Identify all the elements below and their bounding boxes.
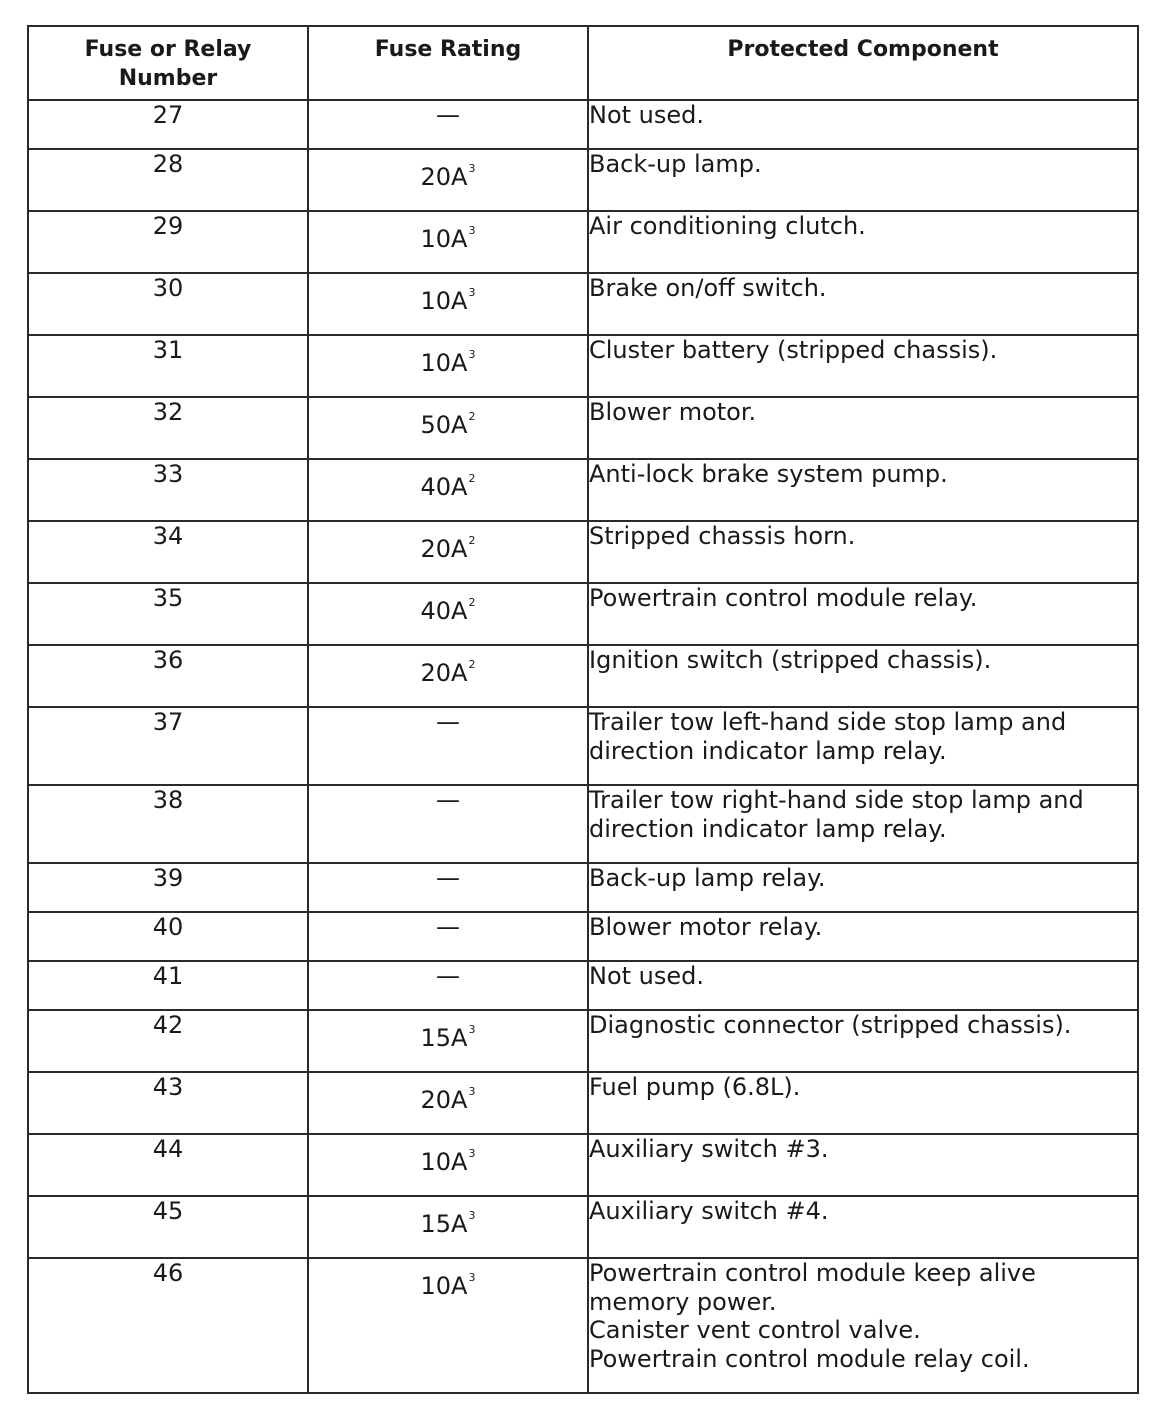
- table-row: [28, 149, 1138, 211]
- fuse-number-cell: 28: [28, 149, 308, 211]
- fuse-rating-text: 20A: [420, 535, 468, 563]
- fuse-rating-value: [421, 287, 476, 316]
- component-text-line: Diagnostic connector (stripped chassis).: [589, 1011, 1072, 1039]
- component-text-line: Fuel pump (6.8L).: [589, 1073, 801, 1101]
- fuse-number-cell: 37: [28, 707, 308, 785]
- table-row: [28, 1134, 1138, 1196]
- fuse-number-cell: 41: [28, 961, 308, 1010]
- component-text-line: Blower motor relay.: [589, 913, 823, 941]
- fuse-number-cell: 38: [28, 785, 308, 863]
- fuse-rating-text: 50A: [420, 411, 468, 439]
- protected-component-cell: [588, 961, 1138, 1010]
- component-text-line: Powertrain control module relay coil.: [589, 1344, 1030, 1373]
- fuse-rating-cell: [308, 912, 588, 961]
- protected-component-cell: [588, 1134, 1138, 1196]
- fuse-number-cell: 40: [28, 912, 308, 961]
- footnote-marker: 2: [468, 472, 476, 485]
- component-text-line: Cluster battery (stripped chassis).: [589, 336, 998, 364]
- fuse-rating-value: [421, 659, 476, 688]
- table-row: [28, 785, 1138, 863]
- fuse-rating-value: [421, 349, 476, 378]
- protected-component-cell: [588, 583, 1138, 645]
- component-text-line: Canister vent control valve.: [589, 1316, 921, 1344]
- fuse-rating-value: [436, 708, 460, 737]
- footnote-marker: 3: [468, 162, 476, 175]
- component-text-line: Powertrain control module relay.: [589, 584, 978, 612]
- fuse-rating-text: 15A: [420, 1210, 468, 1238]
- fuse-table: [27, 25, 1139, 1394]
- fuse-rating-cell: [308, 961, 588, 1010]
- fuse-rating-cell: [308, 149, 588, 211]
- footnote-marker: 3: [468, 1147, 476, 1160]
- fuse-number-cell: 42: [28, 1010, 308, 1072]
- fuse-rating-value: [436, 962, 460, 991]
- fuse-rating-value: [436, 913, 460, 942]
- table-row: [28, 459, 1138, 521]
- protected-component-cell: [588, 785, 1138, 863]
- table-header: [28, 26, 1138, 100]
- fuse-rating-value: [421, 225, 476, 254]
- fuse-number-cell: 33: [28, 459, 308, 521]
- protected-component-cell: [588, 100, 1138, 149]
- fuse-rating-value: [421, 535, 476, 564]
- fuse-rating-cell: [308, 521, 588, 583]
- table-row: [28, 863, 1138, 912]
- table-row: [28, 335, 1138, 397]
- fuse-number-cell: 34: [28, 521, 308, 583]
- table-row: [28, 521, 1138, 583]
- component-text-line: Back-up lamp.: [589, 150, 762, 178]
- fuse-rating-text: 10A: [420, 287, 468, 315]
- component-text-line: Trailer tow left-hand side stop lamp and: [589, 708, 1067, 736]
- fuse-rating-value: [421, 473, 476, 502]
- footnote-marker: 3: [468, 1023, 476, 1036]
- table-row: [28, 1258, 1138, 1393]
- fuse-rating-cell: [308, 1196, 588, 1258]
- component-text-line: Back-up lamp relay.: [589, 864, 826, 892]
- table-row: [28, 645, 1138, 707]
- component-text-line: Not used.: [589, 962, 705, 990]
- table-row: [28, 100, 1138, 149]
- footnote-marker: 3: [468, 348, 476, 361]
- fuse-rating-text: —: [436, 864, 460, 892]
- fuse-rating-cell: [308, 863, 588, 912]
- protected-component-cell: [588, 1196, 1138, 1258]
- component-text-line: Ignition switch (stripped chassis).: [589, 646, 992, 674]
- component-text-line: Trailer tow right-hand side stop lamp and: [589, 786, 1084, 814]
- protected-component-cell: [588, 521, 1138, 583]
- fuse-rating-text: 20A: [420, 163, 468, 191]
- fuse-rating-value: [421, 597, 476, 626]
- fuse-rating-value: [436, 101, 460, 130]
- fuse-number-cell: 30: [28, 273, 308, 335]
- fuse-number-cell: 29: [28, 211, 308, 273]
- component-text-line: direction indicator lamp relay.: [589, 814, 947, 843]
- table-row: [28, 1196, 1138, 1258]
- table-row: [28, 583, 1138, 645]
- fuse-number-cell: 45: [28, 1196, 308, 1258]
- table-row: [28, 1010, 1138, 1072]
- fuse-rating-value: [421, 411, 476, 440]
- component-text-line: memory power.: [589, 1287, 777, 1316]
- fuse-rating-cell: [308, 100, 588, 149]
- component-text-line: Not used.: [589, 101, 705, 129]
- table-row: [28, 1072, 1138, 1134]
- fuse-rating-value: [421, 1272, 476, 1301]
- component-text-line: Blower motor.: [589, 398, 757, 426]
- component-text-line: Auxiliary switch #4.: [589, 1197, 829, 1225]
- table-row: [28, 211, 1138, 273]
- fuse-number-cell: 44: [28, 1134, 308, 1196]
- footnote-marker: 3: [468, 224, 476, 237]
- fuse-rating-text: —: [436, 101, 460, 129]
- fuse-rating-cell: [308, 1258, 588, 1393]
- table-row: [28, 912, 1138, 961]
- protected-component-cell: [588, 211, 1138, 273]
- fuse-rating-cell: [308, 707, 588, 785]
- fuse-number-cell: 46: [28, 1258, 308, 1393]
- fuse-number-cell: 43: [28, 1072, 308, 1134]
- fuse-rating-text: 20A: [420, 1086, 468, 1114]
- footnote-marker: 3: [468, 1271, 476, 1284]
- protected-component-cell: [588, 1072, 1138, 1134]
- fuse-rating-text: —: [436, 786, 460, 814]
- fuse-rating-value: [421, 1086, 476, 1115]
- fuse-rating-value: [421, 1210, 476, 1239]
- header-row: [28, 26, 1138, 100]
- component-text-line: Air conditioning clutch.: [589, 212, 866, 240]
- protected-component-cell: [588, 1010, 1138, 1072]
- fuse-number-cell: 32: [28, 397, 308, 459]
- protected-component-cell: [588, 335, 1138, 397]
- fuse-rating-value: [436, 864, 460, 893]
- protected-component-cell: [588, 863, 1138, 912]
- fuse-rating-text: 10A: [420, 1148, 468, 1176]
- fuse-rating-cell: [308, 1010, 588, 1072]
- fuse-rating-value: [421, 163, 476, 192]
- table-body: [28, 100, 1138, 1393]
- protected-component-cell: [588, 273, 1138, 335]
- protected-component-cell: [588, 707, 1138, 785]
- fuse-rating-cell: [308, 335, 588, 397]
- header-fuse-rating: Fuse Rating: [308, 26, 588, 100]
- table-row: [28, 397, 1138, 459]
- fuse-rating-value: [421, 1148, 476, 1177]
- fuse-number-cell: 39: [28, 863, 308, 912]
- component-text-line: Powertrain control module keep alive: [589, 1259, 1036, 1287]
- fuse-rating-cell: [308, 583, 588, 645]
- fuse-rating-cell: [308, 273, 588, 335]
- table-row: [28, 961, 1138, 1010]
- fuse-rating-cell: [308, 1134, 588, 1196]
- fuse-rating-text: 20A: [420, 659, 468, 687]
- fuse-number-cell: 31: [28, 335, 308, 397]
- component-text-line: direction indicator lamp relay.: [589, 736, 947, 765]
- fuse-number-cell: 36: [28, 645, 308, 707]
- fuse-rating-text: —: [436, 962, 460, 990]
- fuse-rating-cell: [308, 645, 588, 707]
- fuse-rating-text: 10A: [420, 225, 468, 253]
- footnote-marker: 3: [468, 1085, 476, 1098]
- fuse-rating-text: 40A: [420, 473, 468, 501]
- protected-component-cell: [588, 397, 1138, 459]
- fuse-rating-text: 10A: [420, 349, 468, 377]
- header-fuse-number: Fuse or Relay Number: [28, 26, 308, 100]
- component-text-line: Brake on/off switch.: [589, 274, 827, 302]
- footnote-marker: 3: [468, 1209, 476, 1222]
- footnote-marker: 2: [468, 410, 476, 423]
- footnote-marker: 2: [468, 658, 476, 671]
- footnote-marker: 2: [468, 534, 476, 547]
- footnote-marker: 3: [468, 286, 476, 299]
- footnote-marker: 2: [468, 596, 476, 609]
- protected-component-cell: [588, 459, 1138, 521]
- fuse-rating-cell: [308, 397, 588, 459]
- fuse-rating-cell: [308, 1072, 588, 1134]
- header-protected-component: Protected Component: [588, 26, 1138, 100]
- fuse-rating-value: [436, 786, 460, 815]
- fuse-rating-text: 15A: [420, 1024, 468, 1052]
- fuse-rating-value: [421, 1024, 476, 1053]
- fuse-number-cell: 35: [28, 583, 308, 645]
- fuse-rating-text: 40A: [420, 597, 468, 625]
- fuse-rating-cell: [308, 211, 588, 273]
- component-text-line: Anti-lock brake system pump.: [589, 460, 948, 488]
- protected-component-cell: [588, 149, 1138, 211]
- fuse-rating-text: —: [436, 913, 460, 941]
- fuse-rating-cell: [308, 785, 588, 863]
- table-row: [28, 707, 1138, 785]
- protected-component-cell: [588, 645, 1138, 707]
- table-row: [28, 273, 1138, 335]
- fuse-number-cell: 27: [28, 100, 308, 149]
- component-text-line: Auxiliary switch #3.: [589, 1135, 829, 1163]
- fuse-rating-text: 10A: [420, 1272, 468, 1300]
- component-text-line: Stripped chassis horn.: [589, 522, 856, 550]
- protected-component-cell: [588, 1258, 1138, 1393]
- fuse-rating-cell: [308, 459, 588, 521]
- protected-component-cell: [588, 912, 1138, 961]
- fuse-rating-text: —: [436, 708, 460, 736]
